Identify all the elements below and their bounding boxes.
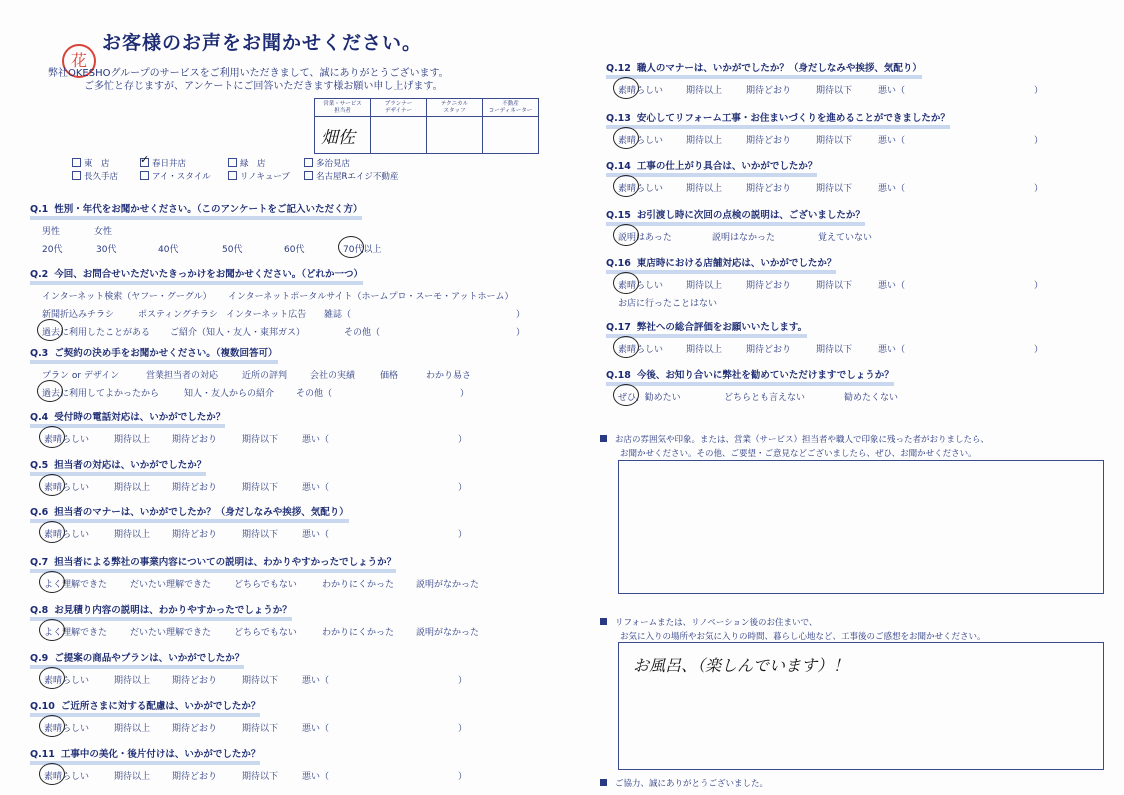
store-tajimi-checkbox[interactable]	[304, 158, 313, 167]
question-6-title: Q.6 担当者のマナーは、いかがでしたか？（身だしなみや挨拶、気配り）	[30, 504, 349, 523]
q16-option-excellent[interactable]: 素晴らしい	[618, 278, 663, 291]
q16-option-never-visited[interactable]: お店に行ったことはない	[618, 299, 718, 309]
q16-option-below[interactable]: 期待以下	[816, 281, 853, 291]
q4-bad-close: ）	[458, 435, 468, 445]
question-17-title: Q.17 弊社への総合評価をお願いいたします。	[606, 319, 807, 338]
q13-option-bad[interactable]: 悪い（	[878, 136, 906, 146]
q5-option-below[interactable]: 期待以下	[242, 483, 279, 493]
q11-option-bad[interactable]: 悪い（	[302, 772, 330, 782]
q12-option-bad[interactable]: 悪い（	[878, 86, 906, 96]
q11-option-excellent[interactable]: 素晴らしい	[44, 769, 89, 782]
q1-option-30s[interactable]: 30代	[96, 245, 117, 255]
question-7	[30, 550, 570, 591]
q2-magazine-close: ）	[516, 310, 526, 320]
q12-option-as-expected[interactable]: 期待どおり	[746, 86, 792, 96]
question-15	[606, 203, 1106, 244]
q9-option-bad[interactable]: 悪い（	[302, 676, 330, 686]
store-east[interactable]	[72, 157, 110, 169]
question-1	[30, 197, 550, 256]
q4-option-bad[interactable]: 悪い（	[302, 435, 330, 445]
q1-option-60s[interactable]: 60代	[284, 245, 305, 255]
question-12-title: Q.12 職人のマナーは、いかがでしたか？（身だしなみや挨拶、気配り）	[606, 60, 922, 79]
question-18	[606, 363, 1106, 404]
staff-header-sales: 営業・サービス 担当者	[315, 99, 371, 117]
comment-1-prompt-2: お聞かせください。その他、ご要望・ご意見などございましたら、ぜひ、お聞かせください。	[620, 449, 977, 459]
square-bullet-icon	[600, 435, 607, 442]
q1-option-50s[interactable]: 50代	[222, 245, 243, 255]
q7-option-understood-well[interactable]: よく理解できた	[44, 577, 107, 590]
question-6	[30, 500, 550, 541]
q4-option-excellent[interactable]: 素晴らしい	[44, 432, 89, 445]
store-realestate-label: 名古屋Rエイジ不動産	[316, 172, 399, 182]
q10-option-as-expected[interactable]: 期待どおり	[172, 724, 218, 734]
q2-option-other[interactable]: その他（	[344, 328, 381, 338]
q6-option-as-expected[interactable]: 期待どおり	[172, 530, 218, 540]
store-east-label: 東 店	[84, 159, 110, 169]
question-14-title: Q.14 工事の仕上がり具合は、いかがでしたか？	[606, 158, 817, 177]
store-midori-label: 緑 店	[240, 159, 266, 169]
question-1-title: Q.1 性別・年代をお聞かせください。（このアンケートをご記入いただく方）	[30, 201, 362, 220]
q6-option-excellent[interactable]: 素晴らしい	[44, 527, 89, 540]
q3-option-past-good[interactable]: 過去に利用してよかったから	[42, 386, 159, 399]
store-realestate-checkbox[interactable]	[304, 171, 313, 180]
question-13-title: Q.13 安心してリフォーム工事・お住まいづくりを進めることができましたか？	[606, 110, 950, 129]
q16-bad-close: ）	[1034, 281, 1044, 291]
q15-option-explained[interactable]: 説明はあった	[618, 230, 672, 243]
q3-option-price[interactable]: 価格	[380, 371, 399, 381]
q11-option-below[interactable]: 期待以下	[242, 772, 279, 782]
q4-option-above[interactable]: 期待以上	[114, 435, 151, 445]
question-14	[606, 154, 1106, 195]
q8-option-no-explanation[interactable]: 説明がなかった	[416, 628, 480, 638]
intro-line-1: 弊社OKESHOグループのサービスをご利用いただきまして、誠にありがとうございます。	[48, 68, 449, 79]
q1-option-male[interactable]: 男性	[42, 227, 61, 237]
q15-option-dont-remember[interactable]: 覚えていない	[818, 233, 873, 243]
q2-other-close: ）	[516, 328, 526, 338]
q17-option-excellent[interactable]: 素晴らしい	[618, 342, 663, 355]
store-tajimi[interactable]	[304, 157, 350, 169]
q9-option-below[interactable]: 期待以下	[242, 676, 279, 686]
q14-option-below[interactable]: 期待以下	[816, 184, 853, 194]
store-nagakute[interactable]	[72, 170, 118, 182]
q13-option-above[interactable]: 期待以上	[686, 136, 723, 146]
q2-option-search[interactable]: インターネット検索（ヤフー・グーグル）	[42, 292, 212, 302]
q13-option-excellent[interactable]: 素晴らしい	[618, 133, 663, 146]
q18-option-recommend[interactable]: ぜひ、勧めたい	[618, 390, 681, 403]
q8-option-neutral[interactable]: どちらでもない	[234, 628, 297, 638]
q13-option-below[interactable]: 期待以下	[816, 136, 853, 146]
q10-option-excellent[interactable]: 素晴らしい	[44, 721, 89, 734]
q18-option-neutral[interactable]: どちらとも言えない	[724, 393, 806, 403]
q5-option-as-expected[interactable]: 期待どおり	[172, 483, 218, 493]
q14-option-excellent[interactable]: 素晴らしい	[618, 181, 663, 194]
q7-option-neutral[interactable]: どちらでもない	[234, 580, 297, 590]
staff-planner-name[interactable]	[371, 117, 427, 154]
q17-option-as-expected[interactable]: 期待どおり	[746, 345, 792, 355]
q9-option-excellent[interactable]: 素晴らしい	[44, 673, 89, 686]
q2-option-past-user[interactable]: 過去に利用したことがある	[42, 325, 150, 338]
q5-option-above[interactable]: 期待以上	[114, 483, 151, 493]
store-renocube-checkbox[interactable]	[228, 171, 237, 180]
intro-line-2: ご多忙と存じますが、アンケートにご回答いただきます様お願い申し上げます。	[84, 81, 443, 92]
question-11-title: Q.11 工事中の美化・後片付けは、いかがでしたか？	[30, 746, 260, 765]
question-3	[30, 341, 550, 400]
q10-option-above[interactable]: 期待以上	[114, 724, 151, 734]
q14-option-as-expected[interactable]: 期待どおり	[746, 184, 792, 194]
staff-header-realestate: 不動産 コーディネーター	[483, 99, 539, 117]
question-13	[606, 106, 1106, 147]
q16-option-as-expected[interactable]: 期待どおり	[746, 281, 792, 291]
q3-option-clarity[interactable]: わかり易さ	[426, 371, 472, 381]
staff-realestate-name[interactable]	[483, 117, 539, 154]
question-12	[606, 56, 1106, 97]
q14-option-bad[interactable]: 悪い（	[878, 184, 906, 194]
company-seal-stamp: 花	[62, 44, 96, 78]
staff-table	[314, 98, 539, 154]
q18-option-not-recommend[interactable]: 勧めたくない	[844, 393, 899, 403]
store-midori-checkbox[interactable]	[228, 158, 237, 167]
q13-bad-close: ）	[1034, 136, 1044, 146]
q7-option-no-explanation[interactable]: 説明がなかった	[416, 580, 480, 590]
q3-option-friend-referral[interactable]: 知人・友人からの紹介	[184, 389, 275, 399]
store-nagakute-label: 長久手店	[84, 172, 119, 182]
question-16-title: Q.16 東店時における店舗対応は、いかがでしたか？	[606, 255, 836, 274]
q5-option-bad[interactable]: 悪い（	[302, 483, 330, 493]
question-4-title: Q.4 受付時の電話対応は、いかがでしたか？	[30, 409, 225, 428]
store-kasugai-label: 春日井店	[152, 159, 187, 169]
question-10-title: Q.10 ご近所さまに対する配慮は、いかがでしたか？	[30, 698, 260, 717]
q17-option-below[interactable]: 期待以下	[816, 345, 853, 355]
question-11	[30, 742, 550, 783]
store-istyle-label: アイ・スタイル	[152, 172, 211, 182]
store-renocube-label: リノキューブ	[240, 172, 290, 182]
staff-sales-name-value: 畑佐	[321, 127, 355, 148]
staff-technical-name[interactable]	[427, 117, 483, 154]
comment-1-prompt-1: お店の雰囲気や印象。または、営業（サービス）担当者や職人で印象に残った者がおりましたら、	[600, 433, 989, 445]
q1-option-female[interactable]: 女性	[94, 227, 113, 237]
q5-option-excellent[interactable]: 素晴らしい	[44, 480, 89, 493]
q14-bad-close: ）	[1034, 184, 1044, 194]
q1-option-40s[interactable]: 40代	[158, 245, 179, 255]
question-4	[30, 405, 550, 446]
q2-option-web-ad[interactable]: インターネット広告	[226, 310, 307, 320]
q2-option-flyer[interactable]: 新聞折込みチラシ	[42, 310, 115, 320]
question-7-title: Q.7 担当者による弊社の事業内容についての説明は、わかりやすかったでしょうか？	[30, 554, 396, 573]
q11-option-above[interactable]: 期待以上	[114, 772, 151, 782]
q4-option-below[interactable]: 期待以下	[242, 435, 279, 445]
q4-option-as-expected[interactable]: 期待どおり	[172, 435, 218, 445]
q2-option-referral[interactable]: ご紹介（知人・友人・東邦ガス）	[170, 328, 306, 338]
store-kasugai[interactable]	[140, 157, 186, 169]
question-17	[606, 315, 1106, 356]
square-bullet-icon	[600, 618, 607, 625]
q3-option-other[interactable]: その他（	[296, 389, 333, 399]
comment-2-textarea[interactable]	[618, 642, 1104, 770]
question-10	[30, 694, 550, 735]
question-5-title: Q.5 担当者の対応は、いかがでしたか？	[30, 457, 206, 476]
question-9	[30, 646, 550, 687]
comment-2-answer: お風呂、（楽しんでいます）！	[633, 656, 850, 675]
question-2	[30, 262, 550, 339]
store-midori[interactable]	[228, 157, 266, 169]
question-3-title: Q.3 ご契約の決め手をお聞かせください。（複数回答可）	[30, 345, 278, 364]
q6-option-bad[interactable]: 悪い（	[302, 530, 330, 540]
q11-bad-close: ）	[458, 772, 468, 782]
q8-option-mostly[interactable]: だいたい理解できた	[130, 628, 212, 638]
q15-option-not-explained[interactable]: 説明はなかった	[712, 233, 776, 243]
store-tajimi-label: 多治見店	[316, 159, 351, 169]
staff-sales-name[interactable]	[315, 117, 371, 154]
staff-header-planner: プランナー デザイナー	[371, 99, 427, 117]
store-east-checkbox[interactable]	[72, 158, 81, 167]
comment-2-prompt-2: お気に入りの場所やお気に入りの時間、暮らし心地など、工事後のご感想をお聞かせください。	[620, 632, 986, 642]
question-5	[30, 453, 550, 494]
q6-option-below[interactable]: 期待以下	[242, 530, 279, 540]
q3-option-reputation[interactable]: 近所の評判	[242, 371, 288, 381]
q12-bad-close: ）	[1034, 86, 1044, 96]
q6-bad-close: ）	[458, 530, 468, 540]
question-15-title: Q.15 お引渡し時に次回の点検の説明は、ございましたか？	[606, 207, 865, 226]
square-bullet-icon	[600, 779, 607, 786]
question-8-title: Q.8 お見積り内容の説明は、わかりやすかったでしょうか？	[30, 602, 292, 621]
q3-option-plan[interactable]: プラン or デザイン	[42, 371, 120, 381]
q5-bad-close: ）	[458, 483, 468, 493]
question-16	[606, 251, 1106, 310]
q1-option-70s-plus[interactable]: 70代以上	[343, 242, 381, 255]
q3-option-track-record[interactable]: 会社の実績	[310, 371, 356, 381]
q2-option-portal[interactable]: インターネットポータルサイト（ホームプロ・スーモ・アットホーム）	[228, 292, 514, 302]
question-9-title: Q.9 ご提案の商品やプランは、いかがでしたか？	[30, 650, 244, 669]
q12-option-below[interactable]: 期待以下	[816, 86, 853, 96]
q8-option-hard[interactable]: わかりにくかった	[322, 628, 395, 638]
q17-option-above[interactable]: 期待以上	[686, 345, 723, 355]
q16-option-above[interactable]: 期待以上	[686, 281, 723, 291]
store-renocube[interactable]	[228, 170, 290, 182]
thanks-message: ご協力、誠にありがとうございました。	[600, 777, 768, 789]
question-18-title: Q.18 今後、お知り合いに弊社を勧めていただけますでしょうか？	[606, 367, 894, 386]
q1-option-20s[interactable]: 20代	[42, 245, 63, 255]
q3-option-sales-staff[interactable]: 営業担当者の対応	[146, 371, 219, 381]
q11-option-as-expected[interactable]: 期待どおり	[172, 772, 218, 782]
q14-option-above[interactable]: 期待以上	[686, 184, 723, 194]
q13-option-as-expected[interactable]: 期待どおり	[746, 136, 792, 146]
q6-option-above[interactable]: 期待以上	[114, 530, 151, 540]
q2-option-posting[interactable]: ポスティングチラシ	[138, 310, 218, 320]
staff-header-technical: テクニカル スタッフ	[427, 99, 483, 117]
question-2-title: Q.2 今回、お問合せいただいたきっかけをお聞かせください。（どれか一つ）	[30, 266, 363, 285]
q12-option-excellent[interactable]: 素晴らしい	[618, 83, 663, 96]
store-istyle-checkbox[interactable]	[140, 171, 149, 180]
q9-option-above[interactable]: 期待以上	[114, 676, 151, 686]
q12-option-above[interactable]: 期待以上	[686, 86, 723, 96]
q9-bad-close: ）	[458, 676, 468, 686]
q7-option-hard[interactable]: わかりにくかった	[322, 580, 395, 590]
comment-1-textarea[interactable]	[618, 460, 1104, 594]
store-istyle[interactable]	[140, 170, 211, 182]
store-realestate[interactable]	[304, 170, 398, 182]
comment-2-prompt-1: リフォームまたは、リノベーション後のお住まいで、	[600, 616, 817, 628]
q3-other-close: ）	[460, 389, 470, 399]
q10-option-below[interactable]: 期待以下	[242, 724, 279, 734]
question-8	[30, 598, 570, 639]
q2-option-magazine[interactable]: 雑誌（	[324, 310, 352, 320]
store-nagakute-checkbox[interactable]	[72, 171, 81, 180]
q8-option-understood-well[interactable]: よく理解できた	[44, 625, 107, 638]
q16-option-bad[interactable]: 悪い（	[878, 281, 906, 291]
q10-bad-close: ）	[458, 724, 468, 734]
q10-option-bad[interactable]: 悪い（	[302, 724, 330, 734]
q17-option-bad[interactable]: 悪い（	[878, 345, 906, 355]
q17-bad-close: ）	[1034, 345, 1044, 355]
page-title: お客様のお声をお聞かせください。	[102, 32, 423, 54]
q7-option-mostly[interactable]: だいたい理解できた	[130, 580, 212, 590]
q9-option-as-expected[interactable]: 期待どおり	[172, 676, 218, 686]
store-kasugai-checkbox[interactable]	[140, 158, 149, 167]
